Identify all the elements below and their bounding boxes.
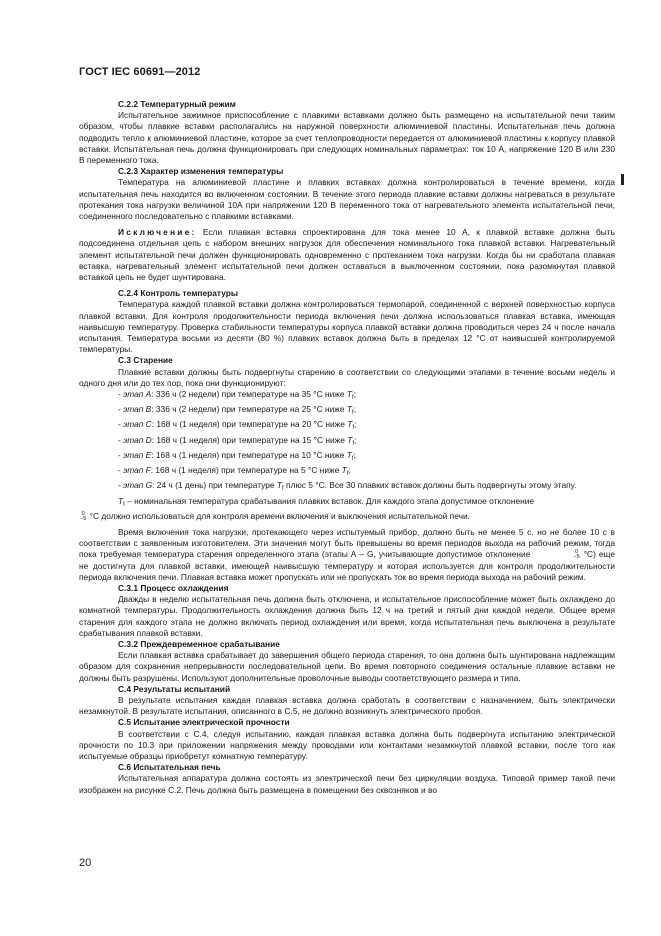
exception-paragraph <box>79 227 615 283</box>
section-heading: С.2.2 Температурный режим <box>118 99 236 109</box>
paragraph: Плавкие вставки должны быть подвергнуты старению в соответствии со следующими этапами в течение восьми недель и одного дня или до тех пор, пока они функционируют: <box>79 366 615 388</box>
section-heading: С.3.1 Процесс охлаждения <box>118 582 229 593</box>
list-item: - этап D: 168 ч (1 неделя) при температуре на 15 °С ниже $T_f$; <box>118 434 357 447</box>
change-bar <box>621 174 624 185</box>
section-heading: С.2.4 Контроль температуры <box>118 288 239 299</box>
list-item: - этап G: 24 ч (1 день) при температуре $T_f$ плюс 5 °С. Все 30 плавких вставок должны быть подвергнуты этому этапу. <box>118 480 577 493</box>
paragraph: Дважды в неделю испытательная печь должна быть отключена, и испытательное приспособление может быть охлаждено до комнатной температуры. Продолжительность охлаждения должна быть 12 ч на третий и пятый дни каждой недели. Общее время старения для каждого этапа не должно включать период охлаждения или время, когда испытательная печь выключена в результате срабатывания плавкой вставки. <box>79 594 615 638</box>
paragraph: Температура каждой плавкой вставки должна контролироваться термопарой, соединенной с верхней поверхностью корпуса плавкой вставки. Для контроля продолжительности периода включения печи должна использоваться плавкая вставка, имеющая наивысшую температуру. Проверка стабильности температуры корпуса плавкой вставки должна проводиться через 24 ч после начала испытания. Температура восьми из десяти (80 %) плавких вставок должна быть в пределах 12 °С от наивысшей контролируемой температуры. <box>79 299 615 355</box>
paragraph: Испытательное зажимное приспособление с плавкими вставками должно быть размещено на испытательной печи таким образом, чтобы плавкие вставки располагались на наружной поверхности алюминиевой пластины. Испытательная печь должна подводить тепло к алюминиевой пластине, которое за счет теплопроводности передается от алюминиевой пластины к корпусу плавкой вставки. Испытательная печь должна функционировать при следующих номинальных параметрах: ток 10 А, напряжение 120 В или 230 В переменного тока. <box>79 110 615 166</box>
section-heading: С.4 Результаты испытаний <box>118 683 231 694</box>
tolerance: 0 −5 <box>80 510 87 522</box>
section-heading: С.3.2 Преждевременное срабатывание <box>118 638 280 649</box>
list-item: - этап А: 336 ч (2 недели) при температуре на 35 °С ниже $T_f$; <box>118 389 357 402</box>
paragraph-tolerance: 0 −5 °С должно использоваться для контроля времени включения и выключения испытательной печи. <box>80 510 470 522</box>
paragraph: Если плавкая вставка срабатывает до завершения общего периода старения, то она должна быть шунтирована надлежащим образом для сохранения непрерывности последовательной цепи. Во время повторного соединения остальные плавкие вставки не должны быть разрушены. Используют дополнительные проволочные выводы соответствующего размера и типа. <box>79 650 615 683</box>
stage-list <box>79 389 615 495</box>
exception-text: Если плавкая вставка спроектирована для тока менее 10 А, к плавкой вставке должна быть подсоединена отдельная цепь с набором внешних нагрузок для обеспечения номинального тока плавкой вставки. Нагревательный элемент испытательной печи должен функционировать одновременно с протеканием тока нагрузки. Когда бы ни сработала плавкая вставка, нагревательный элемент испытательной печи должен оставаться в выключенном состоянии, пока разомкнутая плавкой вставкой цепь не будет шунтирована. <box>79 227 615 283</box>
list-item: - этап С: 168 ч (1 неделя) при температуре на 20 °С ниже $T_f$; <box>118 419 357 432</box>
list-item: - этап В: 336 ч (2 недели) при температуре на 25 °С ниже $T_f$; <box>118 404 357 417</box>
page-number: 20 <box>79 857 92 869</box>
exception-label: Исключение: <box>118 227 197 238</box>
paragraph: Температура на алюминиевой пластине и плавких вставках должна контролироваться в течение времени, когда испытательная печь находится во включенном состоянии. В течение этого периода плавкие вставки должны нагреваться в результате протекания тока нагрузки величиной 10А при напряжении 120 В переменного тока от нагревательного элемента испытательной печи, соединенного последовательно с плавкими вставками. <box>79 177 615 222</box>
paragraph: Испытательная аппаратура должна состоять из электрической печи без циркуляции воздуха. Типовой пример такой печи изображен на рисунке С.2. Печь должна быть размещена в помещении без сквозняков и во <box>79 773 615 795</box>
tolerance: 0 −5 <box>573 549 580 561</box>
section-heading: С.3 Старение <box>118 355 173 366</box>
page-content <box>79 99 615 796</box>
list-item: - этап Е: 168 ч (1 неделя) при температуре на 10 °С ниже $T_f$; <box>118 449 356 462</box>
paragraph: В соответствии с С.4, следуя испытанию, каждая плавкая вставка должна быть подвергнута испытанию электрической прочности по 10.3 при приложении напряжения между проводами или контактами незамкнутой плавкой вставки, после того как испытуемые образцы приобретут комнатную температуру. <box>79 728 615 761</box>
section-heading: С.6 Испытательная печь <box>118 762 221 773</box>
list-item: - этап F: 168 ч (1 неделя) при температуре на 5 °С ниже $T_f$; <box>118 465 351 478</box>
paragraph: Время включения тока нагрузки, протекающего через испытуемый прибор, должно быть не менее 5 с. но не более 10 с в соответствии с заявленным изготовителем. Эти значения могут быть превышены во время периодов выхода на рабочий режим, тогда пока требуемая температура старения определенного этапа (этапы А – G, учитывающие допустимое отклонение 0 −5 °С) еще не достигнута для плавкой вставки, имеющей наивысшую температуру и которая используется для контроля продолжительности периода включения печи. Плавкая вставка может пропускать или не пропускать ток во время периода выхода на рабочий режим. <box>79 526 615 582</box>
section-heading: С.5 Испытание электрической прочности <box>118 717 290 728</box>
paragraph: В результате испытания каждая плавкая вставка должна сработать в соответствии с назначением, быть электрически незамкнутой. В результате испытания, описанного в С.5, не должно возникнуть электрического пробоя. <box>79 694 615 717</box>
page-header: ГОСТ IEC 60691—2012 <box>79 66 201 78</box>
section-heading: С.2.3 Характер изменения температуры <box>118 166 284 177</box>
paragraph-tf-definition: $T_f$ – номинальная температура срабатывания плавких вставок. Для каждого этапа допустимое отклонение <box>118 495 535 508</box>
